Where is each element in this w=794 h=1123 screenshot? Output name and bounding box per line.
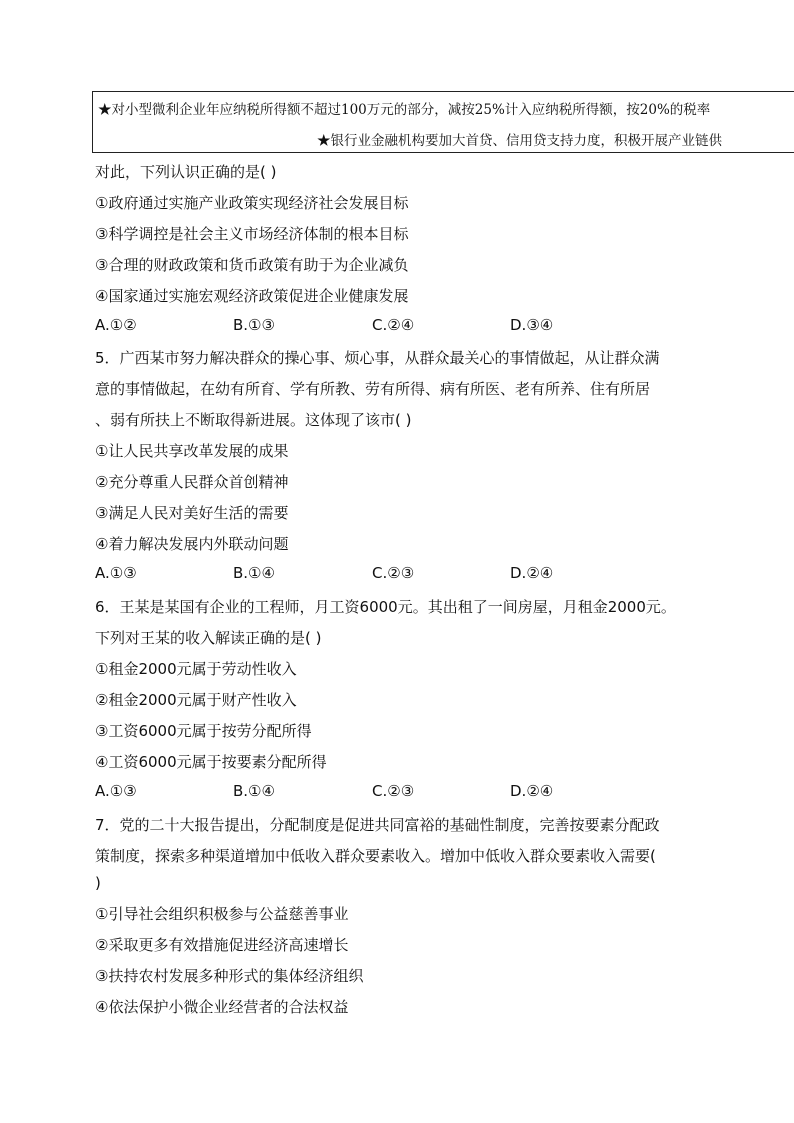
policy-line-2: ★银行业金融机构要加大首贷、信用贷支持力度，积极开展产业链供 (317, 133, 722, 149)
q4-item-1: ①政府通过实施产业政策实现经济社会发展目标 (95, 194, 409, 212)
q6-item-4: ④工资6000元属于按要素分配所得 (95, 753, 327, 771)
q4-option-b: B.①③ (233, 316, 275, 334)
q5-stem-line-3: 、弱有所扶上不断取得新进展。这体现了该市( ) (95, 411, 412, 429)
q5-stem-line-2: 意的事情做起，在幼有所育、学有所教、劳有所得、病有所医、老有所养、住有所居 (95, 380, 651, 398)
q4-option-d: D.③④ (510, 316, 554, 334)
q5-item-4: ④着力解决发展内外联动问题 (95, 535, 289, 553)
q7-stem-line-2: 策制度，探索多种渠道增加中低收入群众要素收入。增加中低收入群众要素收入需要( (95, 847, 656, 865)
q6-option-c: C.②③ (372, 782, 415, 800)
q5-option-d: D.②④ (510, 564, 554, 582)
q6-option-d: D.②④ (510, 782, 554, 800)
q7-item-2: ②采取更多有效措施促进经济高速增长 (95, 936, 349, 954)
q6-item-3: ③工资6000元属于按劳分配所得 (95, 722, 312, 740)
q5-item-1: ①让人民共享改革发展的成果 (95, 442, 289, 460)
q7-item-1: ①引导社会组织积极参与公益慈善事业 (95, 905, 349, 923)
q5-option-a: A.①③ (95, 564, 137, 582)
q5-stem-line-1: 5．广西某市努力解决群众的操心事、烦心事，从群众最关心的事情做起，从让群众满 (95, 349, 660, 367)
q5-item-2: ②充分尊重人民群众首创精神 (95, 473, 289, 491)
q6-item-2: ②租金2000元属于财产性收入 (95, 691, 297, 709)
q6-stem-line-1: 6．王某是某国有企业的工程师，月工资6000元。其出租了一间房屋，月租金2000元。 (95, 598, 676, 616)
q7-item-4: ④依法保护小微企业经营者的合法权益 (95, 998, 349, 1016)
q4-item-4: ④国家通过实施宏观经济政策促进企业健康发展 (95, 287, 409, 305)
q5-item-3: ③满足人民对美好生活的需要 (95, 504, 289, 522)
q6-stem-line-2: 下列对王某的收入解读正确的是( ) (95, 629, 322, 647)
q7-stem-line-3: ) (95, 874, 101, 892)
q7-stem-line-1: 7．党的二十大报告提出，分配制度是促进共同富裕的基础性制度，完善按要素分配政 (95, 816, 660, 834)
q5-option-b: B.①④ (233, 564, 275, 582)
q5-option-c: C.②③ (372, 564, 415, 582)
q6-option-a: A.①③ (95, 782, 137, 800)
q4-item-2: ③科学调控是社会主义市场经济体制的根本目标 (95, 225, 409, 243)
q4-stem: 对此，下列认识正确的是( ) (95, 163, 277, 181)
q4-item-3: ③合理的财政政策和货币政策有助于为企业减负 (95, 256, 409, 274)
policy-box (92, 91, 794, 153)
q6-option-b: B.①④ (233, 782, 275, 800)
q4-option-c: C.②④ (372, 316, 415, 334)
q7-item-3: ③扶持农村发展多种形式的集体经济组织 (95, 967, 364, 985)
q4-option-a: A.①② (95, 316, 137, 334)
q6-item-1: ①租金2000元属于劳动性收入 (95, 660, 297, 678)
policy-line-1: ★对小型微利企业年应纳税所得额不超过100万元的部分，减按25%计入应纳税所得额，按20%的税率 (98, 102, 711, 118)
